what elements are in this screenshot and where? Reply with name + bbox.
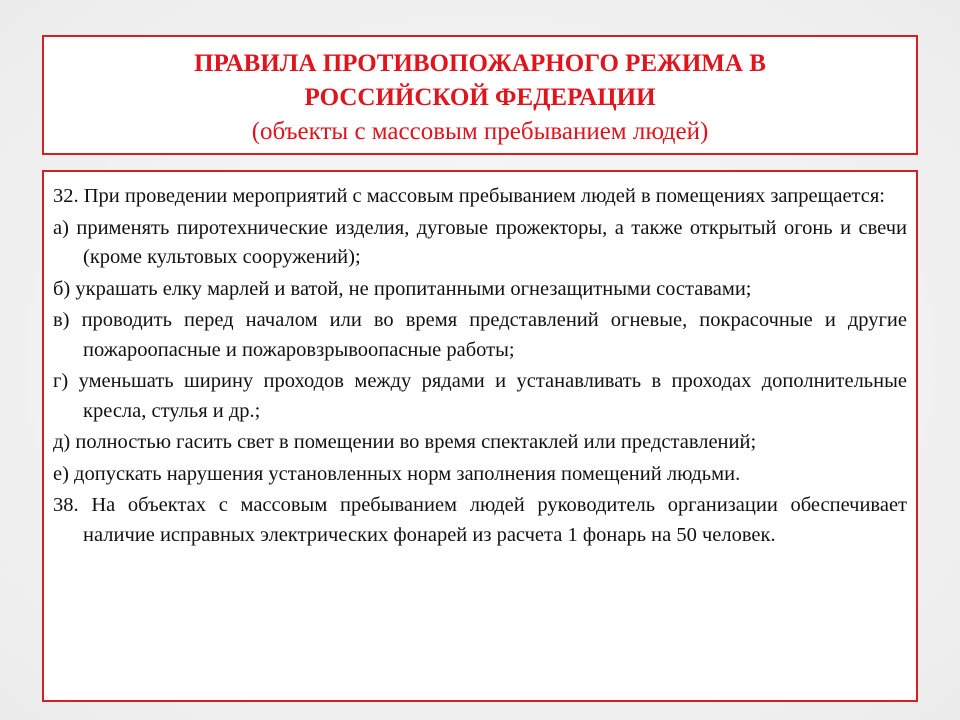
rule-32-intro: 32. При проведении мероприятий с массовым пребыванием людей в помещениях запрещается: (53, 185, 885, 207)
page-title-line-1: ПРАВИЛА ПРОТИВОПОЖАРНОГО РЕЖИМА В (194, 50, 766, 77)
rule-38: 38. На объектах с массовым пребыванием людей руководитель организации обеспечивает наличие исправных электрических фонарей из расчета 1 фонарь на 50 человек. (53, 494, 907, 546)
title-box (42, 35, 918, 155)
page-title-line-2: РОССИЙСКОЙ ФЕДЕРАЦИИ (304, 84, 656, 111)
rule-item-v: в) проводить перед началом или во время представлений огневые, покрасочные и другие пожароопасные и пожаровзрывоопасные работы; (53, 309, 907, 361)
rule-item-d: д) полностью гасить свет в помещении во время спектаклей или представлений; (53, 431, 757, 453)
rule-item-g: г) уменьшать ширину проходов между рядами и устанавливать в проходах дополнительные кресла, стулья и др.; (53, 370, 907, 422)
rule-item-a: а) применять пиротехнические изделия, дуговые прожекторы, а также открытый огонь и свечи (кроме культовых сооружений); (53, 216, 907, 268)
rule-item-b: б) украшать елку марлей и ватой, не пропитанными огнезащитными составами; (53, 277, 752, 300)
rule-item-e: е) допускать нарушения установленных норм заполнения помещений людьми. (53, 462, 741, 485)
page-subtitle: (объекты с массовым пребыванием людей) (251, 118, 709, 145)
rules-content-box (42, 170, 918, 702)
